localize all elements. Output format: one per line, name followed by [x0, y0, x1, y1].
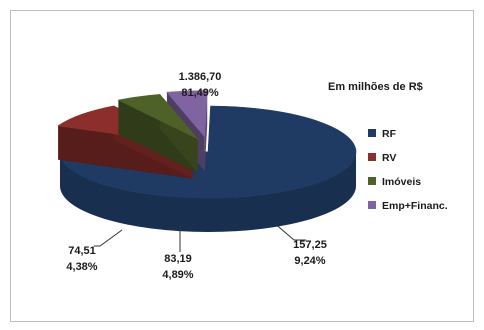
- legend-item-emp-financ: [368, 200, 448, 212]
- percent-label-emp-financ: 4,38%: [66, 261, 98, 273]
- legend-swatch: [368, 153, 376, 161]
- legend-label: Emp+Financ.: [382, 200, 448, 212]
- legend-item-im-veis: [368, 176, 421, 188]
- percent-label-rf: 81,49%: [181, 87, 219, 99]
- chart-annotation: Em milhões de R$: [328, 81, 423, 93]
- value-label-rf: 1.386,70: [178, 71, 222, 83]
- percent-label-rv: 9,24%: [294, 255, 326, 267]
- legend-label: Imóveis: [382, 176, 422, 188]
- legend-swatch: [368, 201, 376, 209]
- leader-line-emp-financ: [94, 230, 122, 246]
- pie-slices: [58, 91, 356, 232]
- legend-item-rf: [368, 128, 397, 140]
- value-label-emp-financ: 74,51: [68, 245, 96, 257]
- legend-label: RF: [382, 128, 396, 140]
- legend-swatch: [368, 129, 376, 137]
- value-label-im-veis: 83,19: [164, 253, 192, 265]
- value-label-rv: 157,25: [293, 239, 327, 251]
- legend: [368, 128, 448, 212]
- percent-label-im-veis: 4,89%: [162, 269, 194, 281]
- legend-swatch: [368, 177, 376, 185]
- legend-item-rv: [368, 152, 396, 164]
- legend-label: RV: [382, 152, 397, 164]
